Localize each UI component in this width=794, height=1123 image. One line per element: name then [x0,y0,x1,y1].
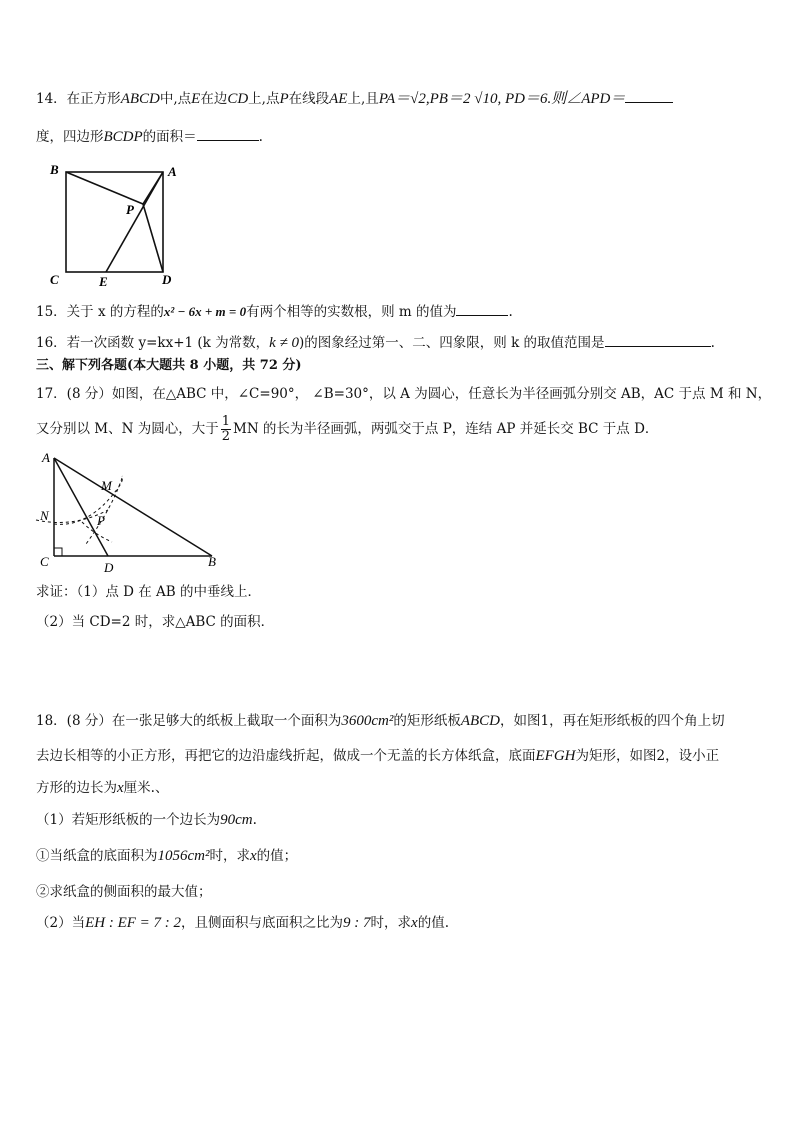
q14-p: P [279,91,289,107]
q18-text: ，如图1，再在矩形纸板的四个角上切 [500,713,725,729]
q18-text: （2）当 [36,915,86,931]
q18-text: 18．(8 分）在一张足够大的纸板上截取一个面积为 [36,713,342,729]
q14-text: 中,点 [159,91,192,107]
q15-line [36,301,513,322]
q18-text: （1）若矩形纸板的一个边长为 [36,812,221,828]
q16-line [36,332,715,353]
q18-efgh: EFGH [535,748,576,764]
q14-ae: AE [329,91,348,107]
label-p: P [126,202,134,217]
q17-proof-part1: 求证：（1）点 D 在 AB 的中垂线上． [36,584,261,600]
label-a: A [168,164,177,179]
q16-condition: k ≠ 0 [269,335,300,351]
q18-x: x [117,780,124,796]
label-d: D [104,560,114,575]
q18-abcd: ABCD [460,713,500,729]
q15-equation: x² − 6x + m = 0 [163,304,247,319]
q18-text: . [252,812,257,828]
q14-line1 [36,88,673,109]
q18-sub2: ②求纸盒的侧面积的最大值； [36,884,212,900]
label-c: C [50,272,59,287]
q16-text: 16．若一次函数 y=kx+1 (k 为常数， [36,335,270,351]
segment-ad [54,458,108,556]
q18-area2: 1056cm² [157,848,210,864]
q17-part2: （2）当 CD=2 时，求△ABC 的面积． [36,614,275,630]
right-angle-mark [54,548,62,556]
q14-bcdp: BCDP [103,129,143,145]
answer-blank[interactable] [605,332,711,347]
label-d: D [162,272,172,287]
q18-text: 的值； [256,848,298,864]
q14-text: . [258,129,263,145]
q14-text: 度，四边形 [36,129,104,145]
arc-mn [54,476,123,524]
side-ab [54,458,212,556]
q18-text: 时，求 [370,915,412,931]
q18-part2 [36,913,449,933]
segment-bp [66,172,143,204]
q14-e: E [191,91,201,107]
fraction-numerator: 1 [221,414,230,429]
section3-title: 三、解下列各题(本大题共 8 小题，共 72 分) [36,358,302,373]
q18-text: 去边长相等的小正方形，再把它的边沿虚线折起，做成一个无盖的长方体纸盒，底面 [36,748,536,764]
q18-part1 [36,810,257,830]
label-m: M [101,478,112,493]
segment-pd [143,204,163,272]
q14-text: 上,点 [248,91,280,107]
label-b: B [208,554,216,569]
q14-cd: CD [227,91,249,107]
q18-text: 厘米.、 [123,780,169,796]
q16-text: . [710,335,715,351]
q14-square-figure [46,160,186,290]
answer-blank[interactable] [625,88,673,103]
label-b: B [50,162,59,177]
q18-text: ，且侧面积与底面积之比为 [181,915,344,931]
segment-ae [106,172,163,272]
label-p: P [97,513,105,528]
q14-line2 [36,126,263,147]
q16-text: )的图象经过第一、二、四象限，则 k 的取值范围是 [299,335,605,351]
q14-text: 在边 [200,91,228,107]
q18-sub1 [36,846,297,866]
q14-abcd: ABCD [120,91,160,107]
label-n: N [40,508,49,523]
fraction-denominator: 2 [221,429,230,444]
answer-blank[interactable] [456,301,508,316]
q15-text: 15．关于 x 的方程的 [36,304,164,320]
q18-text: 的矩形纸板 [393,713,461,729]
q18-text: 时，求 [209,848,250,864]
q18-ratio2: 9 : 7 [343,915,371,931]
q18-x: x [250,848,257,864]
q18-text: 的值. [417,915,449,931]
q14-equation: PA＝√2,PB＝2 √10, PD＝6.则∠APD＝ [378,91,626,107]
q14-text: 14．在正方形 [36,91,121,107]
answer-blank[interactable] [197,126,259,141]
q15-text: . [508,304,513,320]
q18-x: x [411,915,418,931]
label-a: A [42,450,50,465]
q18-line3 [36,778,168,798]
fraction-one-half [221,415,231,444]
q14-text: 上,且 [347,91,379,107]
q18-text: 方形的边长为 [36,780,117,796]
q18-ratio: EH : EF = 7 : 2 [85,915,182,931]
label-e: E [99,274,108,289]
q18-text: 为矩形，如图2，设小正 [575,748,720,764]
q18-length: 90cm [220,812,253,828]
q18-text: ①当纸盒的底面积为 [36,848,158,864]
q18-line2 [36,746,719,766]
label-c: C [40,554,49,569]
q14-text: 的面积＝ [142,129,197,145]
q15-text: 有两个相等的实数根，则 m 的值为 [246,304,457,320]
q18-area: 3600cm² [341,713,394,729]
q17-triangle-figure [34,448,224,576]
q17-line2 [36,410,658,448]
q17-text: MN 的长为半径画弧，两弧交于点 P，连结 AP 并延长交 BC 于点 D． [233,421,659,437]
q14-text: 在线段 [288,91,330,107]
q17-text: 又分别以 M、N 为圆心，大于 [36,421,219,437]
q18-line1 [36,711,725,731]
q17-line1: 17．(8 分）如图，在△ABC 中，∠C=90°， ∠B=30°，以 A 为圆心，任意长为半径画弧分别交 AB，AC 于点 M 和 N， [36,386,772,402]
